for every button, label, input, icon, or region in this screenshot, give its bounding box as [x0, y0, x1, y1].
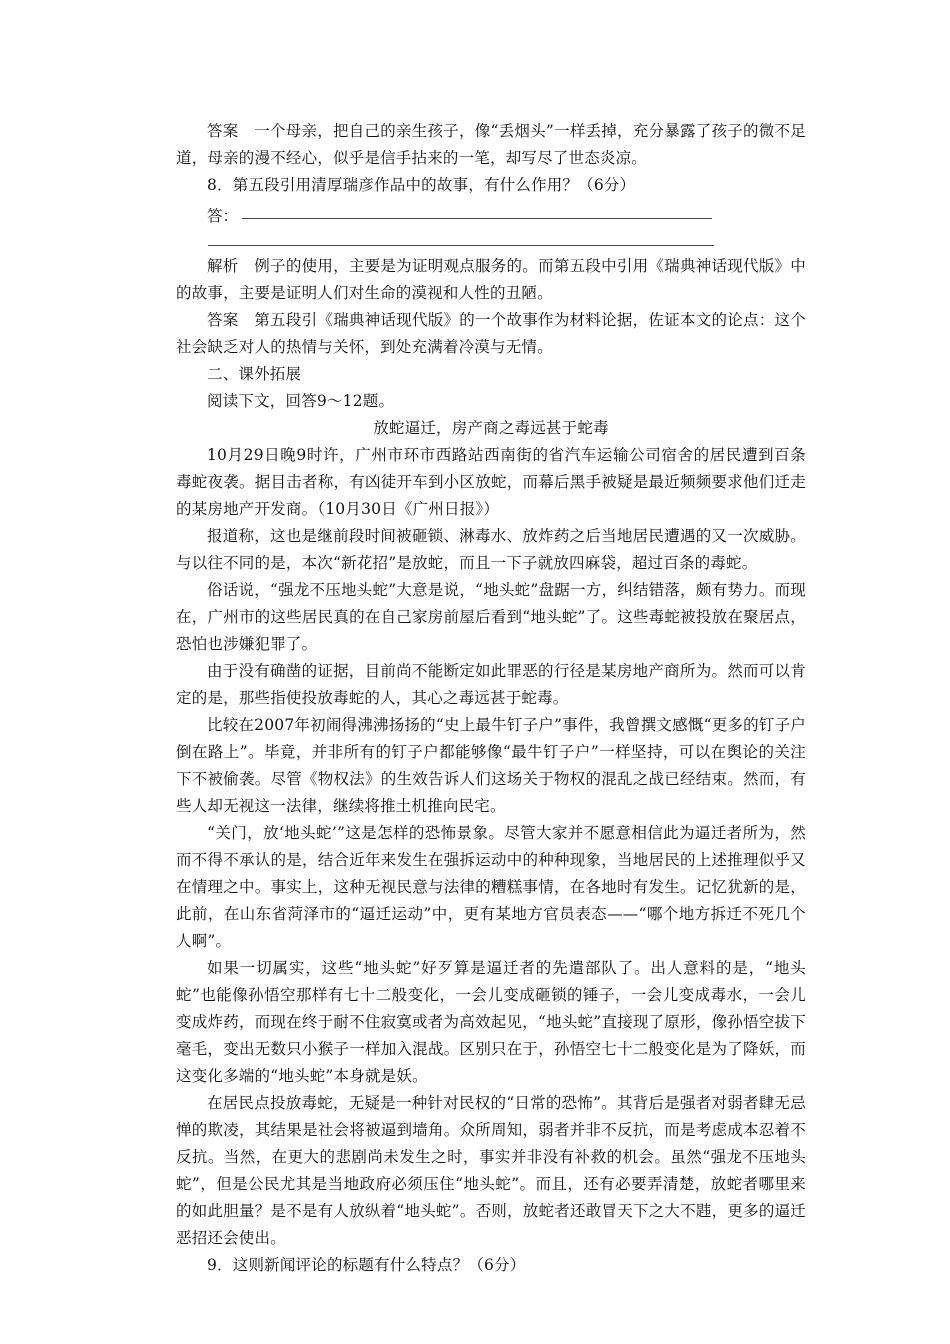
article-title: 放蛇逼迁，房产商之毒远甚于蛇毒	[373, 419, 609, 437]
analysis-8-paragraph: 解析 例子的使用，主要是为证明观点服务的。而第五段中引用《瑞典神话现代版》中的故事，主要是证明人们对生命的漠视和人性的丑陋。	[176, 257, 806, 302]
reading-instruction: 阅读下文，回答9～12题。	[207, 392, 395, 410]
question-8: 8．第五段引用清厚瑞彦作品中的故事，有什么作用？（6分）	[207, 176, 636, 194]
answer-blank-line	[176, 226, 806, 253]
article-paragraph: 10月29日晚9时许，广州市环市西路站西南街的省汽车运输公司宿舍的居民遭到百条毒蛇夜袭。据目击者称，有凶徒开车到小区放蛇，而幕后黑手被疑是最近频频要求他们迁走的某房地产开发商。（10月30日《广州日报》）	[176, 446, 806, 518]
article-paragraph: 由于没有确凿的证据，目前尚不能断定如此罪恶的行径是某房地产商所为。然而可以肯定的是，那些指使投放毒蛇的人，其心之毒远甚于蛇毒。	[176, 662, 806, 707]
article-paragraph: 俗话说，“强龙不压地头蛇”大意是说，“地头蛇”盘踞一方，纠结错落，颇有势力。而现在，广州市的这些居民真的在自己家房前屋后看到“地头蛇”了。这些毒蛇被投放在聚居点，恐怕也涉嫌犯罪了。	[176, 581, 806, 653]
answer-input-line	[176, 199, 806, 226]
question-9: 9．这则新闻评论的标题有什么特点？（6分）	[207, 1256, 526, 1274]
answer-underline	[242, 218, 712, 219]
section-heading: 二、课外拓展	[207, 365, 302, 383]
answer-underline-2	[208, 245, 714, 246]
document-page	[176, 118, 806, 1279]
answer-prompt: 答：	[207, 207, 239, 225]
article-paragraph: 在居民点投放毒蛇，无疑是一种针对民权的“日常的恐怖”。其背后是强者对弱者肆无忌惮的欺凌，其结果是社会将被逼到墙角。众所周知，弱者并非不反抗，而是考虑成本忍着不反抗。当然，在更大的悲剧尚未发生之时，事实并非没有补救的机会。虽然“强龙不压地头蛇”，但是公民尤其是当地政府必须压住“地头蛇”。而且，还有必要弄清楚，放蛇者哪里来的如此胆量？是不是有人放纵着“地头蛇”。否则，放蛇者还敢冒天下之大不韪，更多的逼迁恶招还会使出。	[176, 1094, 806, 1247]
answer-7-paragraph: 答案 一个母亲，把自己的亲生孩子，像“丢烟头”一样丢掉，充分暴露了孩子的微不足道，母亲的漫不经心，似乎是信手拈来的一笔，却写尽了世态炎凉。	[176, 122, 806, 167]
answer-8-paragraph: 答案 第五段引《瑞典神话现代版》的一个故事作为材料论据，佐证本文的论点：这个社会缺乏对人的热情与关怀，到处充满着冷漠与无情。	[176, 311, 806, 356]
article-paragraph: “关门，放‘地头蛇’”这是怎样的恐怖景象。尽管大家并不愿意相信此为逼迁者所为，然而不得不承认的是，结合近年来发生在强拆运动中的种种现象，当地居民的上述推理似乎又在情理之中。事实上，这种无视民意与法律的糟糕事情，在各地时有发生。记忆犹新的是，此前，在山东省菏泽市的“逼迁运动”中，更有某地方官员表态——“哪个地方拆迁不死几个人啊”。	[176, 824, 806, 950]
article-paragraph: 报道称，这也是继前段时间被砸锁、淋毒水、放炸药之后当地居民遭遇的又一次威胁。与以往不同的是，本次“新花招”是放蛇，而且一下子就放四麻袋，超过百条的毒蛇。	[176, 527, 806, 572]
article-paragraph: 比较在2007年初闹得沸沸扬扬的“史上最牛钉子户”事件，我曾撰文感慨“更多的钉子户倒在路上”。毕竟，并非所有的钉子户都能够像“最牛钉子户”一样坚持，可以在舆论的关注下不被偷袭。尽管《物权法》的生效告诉人们这场关于物权的混乱之战已经结束。然而，有些人却无视这一法律，继续将推土机推向民宅。	[176, 716, 806, 815]
article-paragraph: 如果一切属实，这些“地头蛇”好歹算是逼迁者的先遣部队了。出人意料的是，“地头蛇”也能像孙悟空那样有七十二般变化，一会儿变成砸锁的锤子，一会儿变成毒水，一会儿变成炸药，而现在终于耐不住寂寞或者为高效起见，“地头蛇”直接现了原形，像孙悟空拔下毫毛，变出无数只小猴子一样加入混战。区别只在于，孙悟空七十二般变化是为了降妖，而这变化多端的“地头蛇”本身就是妖。	[176, 959, 806, 1085]
